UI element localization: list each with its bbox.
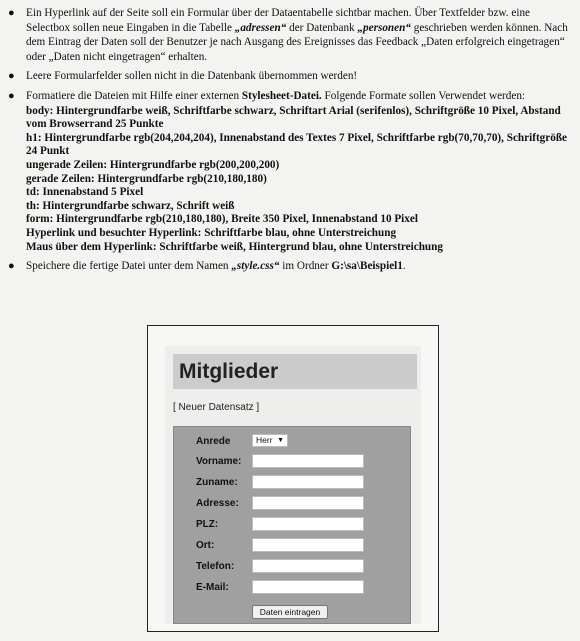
bullet-empty-fields xyxy=(0,69,572,84)
new-record-link[interactable]: [ Neuer Datensatz ] xyxy=(173,402,260,413)
lastname-field[interactable] xyxy=(252,475,364,489)
instruction-list xyxy=(0,6,572,279)
bullet-dot: ● xyxy=(8,7,15,19)
example-figure xyxy=(147,325,439,632)
salutation-label: Anrede xyxy=(196,436,231,447)
folder-path: G:\sa\Beispiel1 xyxy=(331,260,403,273)
member-form xyxy=(173,426,411,624)
format-body: body: Hintergrundfarbe weiß, Schriftfarbe schwarz, Schriftart Arial (serifenlos), Schriftgröße 10 Pixel, Abstand vom Browserrand 25 Punkte xyxy=(26,104,561,131)
chevron-down-icon: ▼ xyxy=(277,437,284,444)
bullet-dot: ● xyxy=(8,89,15,102)
bullet-dot: ● xyxy=(8,70,15,83)
bullet-text: Folgende Formate sollen Verwendet werden: xyxy=(321,89,526,102)
email-label: E-Mail: xyxy=(196,582,229,593)
zip-label: PLZ: xyxy=(196,519,219,530)
city-field[interactable] xyxy=(252,538,364,552)
phone-label: Telefon: xyxy=(196,561,235,572)
lastname-label: Zuname: xyxy=(196,477,238,488)
city-label: Ort: xyxy=(196,540,215,551)
firstname-field[interactable] xyxy=(252,454,364,468)
bullet-text: geschrieben werden können. Nach dem Eintrag der Daten soll der Benutzer je nach Ausgang des Ereignisses das Feedback „Daten erfolgreich eingetragen“ oder „Daten nicht eingetragen“ erhalten. xyxy=(26,21,568,63)
format-h1: h1: Hintergrundfarbe rgb(204,204,204), Innenabstand des Textes 7 Pixel, Schriftfarbe rgb(70,70,70), Schriftgröße 24 Punkt xyxy=(26,131,568,158)
bullet-text: Formatiere die Dateien mit Hilfe einer externen xyxy=(26,89,242,102)
bullet-hyperlink-form xyxy=(0,6,572,64)
salutation-select[interactable] xyxy=(252,434,288,447)
browser-screenshot xyxy=(165,346,421,624)
format-th: th: Hintergrundfarbe schwarz, Schrift weiß xyxy=(26,199,235,212)
format-odd-rows: ungerade Zeilen: Hintergrundfarbe rgb(200,200,200) xyxy=(26,158,280,171)
format-even-rows: gerade Zeilen: Hintergrundfarbe rgb(210,180,180) xyxy=(26,172,267,185)
bullet-save-file xyxy=(0,259,572,274)
stylesheet-term: Stylesheet-Datei. xyxy=(241,89,322,102)
bullet-text: Leere Formularfelder sollen nicht in die Datenbank übernommen werden! xyxy=(26,70,358,83)
format-link: Hyperlink und besuchter Hyperlink: Schriftfarbe blau, ohne Unterstreichung xyxy=(26,226,397,239)
bullet-text: Ein Hyperlink auf der Seite soll ein Formular über der Dataentabelle sichtbar machen. Über Textfelder bzw. eine Selectbox sollen neue Eingaben in die Tabelle xyxy=(26,7,531,34)
format-td: td: Innenabstand 5 Pixel xyxy=(26,186,144,199)
firstname-label: Vorname: xyxy=(196,456,242,467)
bullet-dot: ● xyxy=(8,260,15,273)
address-label: Adresse: xyxy=(196,498,239,509)
format-hover: Maus über dem Hyperlink: Schriftfarbe weiß, Hintergrund blau, ohne Unterstreichung xyxy=(26,240,443,253)
table-name: „adressen“ xyxy=(234,21,287,34)
salutation-value: Herr xyxy=(256,435,273,445)
page-title: Mitglieder xyxy=(173,354,417,389)
address-field[interactable] xyxy=(252,496,364,510)
email-field[interactable] xyxy=(252,580,364,594)
database-name: „personen“ xyxy=(357,21,411,34)
format-list xyxy=(0,105,572,255)
submit-button[interactable]: Daten eintragen xyxy=(252,605,328,619)
phone-field[interactable] xyxy=(252,559,364,573)
zip-field[interactable] xyxy=(252,517,364,531)
bullet-stylesheet xyxy=(0,89,572,104)
format-form: form: Hintergrundfarbe rgb(210,180,180), Breite 350 Pixel, Innenabstand 10 Pixel xyxy=(26,213,418,226)
format-block xyxy=(0,105,572,255)
bullet-text: im Ordner xyxy=(279,260,332,273)
bullet-text: der Datenbank xyxy=(286,21,358,34)
bullet-text: Speichere die fertige Datei unter dem Namen xyxy=(26,260,232,273)
file-name: „style.css“ xyxy=(231,260,280,273)
bullet-text: . xyxy=(402,260,406,273)
